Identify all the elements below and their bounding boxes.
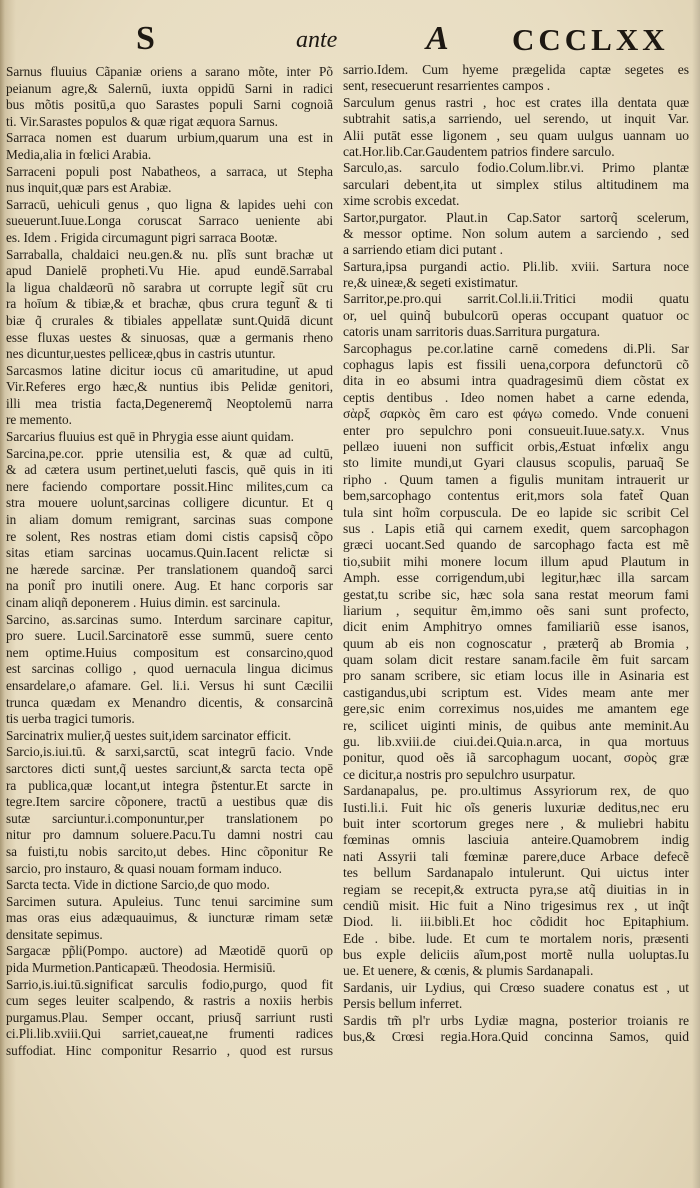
running-head-letter-left: S	[136, 20, 155, 57]
text-line: sarctores dicti sunt,q̃ uestes sarciunt,& sarcta tecta opē	[6, 760, 333, 776]
text-line: in aliam domum remigrant, sarcinas suas compone	[6, 512, 333, 528]
text-line: pro sanam scribere, sic etiam locus ille in Asinaria est	[343, 668, 689, 684]
text-line: bus,& Crœsi regia.Hora.Quid concinna Samos, quid	[343, 1029, 689, 1045]
text-line: sitas etiam sarcinas uocamus.Quin.Iacent relictæ si	[6, 545, 333, 561]
text-line: ra hoīum & tibiæ,& et brachæ, qbus crura tegunt̃ & ti	[6, 296, 333, 312]
text-line: Persis bellum inferret.	[343, 996, 463, 1012]
text-line: ce dicitur,a nostris pro sepulchro usurpatur.	[343, 766, 576, 782]
running-head-letter-right: A	[426, 20, 449, 57]
text-line: Sarcarius fluuius est quē in Phrygia esse aiunt quidam.	[6, 429, 294, 445]
text-line: Sarraca nomen est duarum urbium,quarum una est in	[6, 130, 333, 146]
text-line: fœminas omnis lasciuia anteire.Quamobrem indig	[343, 832, 689, 848]
text-line: dita in eo absumi intra quadragesimū diem cõstat ex	[343, 373, 689, 389]
text-line: regiam se recepit,& extructa pyra,se atq̃ diuitias in in	[343, 881, 689, 897]
text-line: biæ q̃ crurales & tibiales appellatæ sunt.Quidā dicunt	[6, 312, 333, 328]
text-line: gestat,tu scribe sic, hæc sola sana restat meorum fami	[343, 586, 689, 602]
text-line: Amph. esse corrigendum,ubi legitur,hæc illa sarcam	[343, 570, 689, 586]
text-line: gere,sic enim correximus nos,uides me amantem ege	[343, 701, 689, 717]
text-line: esse fluxas uestes & sinuosas, quæ a germanis rheno	[6, 329, 333, 345]
text-line: cinam aliqñ deponerem . Huius dimin. est sarcinula.	[6, 595, 281, 610]
text-line: Sardis tm̃ pl'r urbs Lydiæ magna, posterior troianis re	[343, 1012, 689, 1028]
text-line: buit inter scortorum greges nere , & muliebri habitu	[343, 815, 689, 831]
text-line: sto limite mundi,ut Gyari clausus scopulis, paruaq̃ Se	[343, 455, 689, 471]
text-line: re,& uineæ,& segeti existimatur.	[343, 275, 519, 291]
text-line: ensardelare,o afamare. Gel. li.i. Versus hi sunt Cæcilii	[6, 677, 333, 693]
text-line: Sarcio,is.iui.tū. & sarxi,sarctū, scat integrū facio. Vnde	[6, 744, 333, 760]
text-line: tio,subiit mihi monere locum illum apud Plautum in	[343, 553, 689, 569]
text-line: Sarcimen sutura. Apuleius. Tunc tenui sarcimine sum	[6, 893, 333, 909]
text-line: tis uerba tragici tumoris.	[6, 711, 135, 727]
text-line: & ad cætera usum pertinet,ueluti fascis, quē quis in iti	[6, 462, 333, 478]
text-line: Sarcino, as.sarcinas sumo. Interdum sarcinare capitur,	[6, 611, 333, 627]
text-line: apud Danielē propheti.Vu Hie. apud eundē.Sarrabal	[6, 263, 333, 279]
text-line: trunca quædam ex Menandro dicentis, & consarcinã	[6, 694, 333, 710]
text-line: purgamus.Plau. Semper occant, priusq̃ sarriunt rusti	[6, 1009, 333, 1025]
text-line: quam solam dicit restare sanam.facile ẽm fuit sarcam	[343, 652, 689, 668]
text-line: Vir.Referes ergo hæc,& nuntius ibis Pelidæ genitori,	[6, 379, 333, 395]
left-column	[6, 64, 334, 1064]
folio-number: CCCLXX	[512, 22, 669, 57]
text-line: tegre.Item sarcire cõponere, tractū a uestibus quæ dis	[6, 794, 333, 810]
text-line: Sardanis, uir Lydius, qui Crœso suadere conatus est , ut	[343, 979, 689, 995]
text-line: nitur pro damnum soluere.Pacu.Tu damni nostri cau	[6, 827, 333, 843]
text-line: sus . Lapis etiã qui carnem exedit, quem sarcophagon	[343, 520, 689, 536]
text-line: Sartura,ipsa purgandi actio. Pli.lib. xviii. Sartura noce	[343, 258, 689, 274]
text-line: Media,alia in fœlici Arabia.	[6, 146, 152, 162]
text-line: Sarraceni populi post Nabatheos, a sarraca, ut Stepha	[6, 163, 333, 179]
text-line: quum ab eis non cognoscatur , præterq̃ ab Bromia ,	[343, 635, 689, 651]
text-line: ponitur, quod oẽs iã sarcophagum uocant, σορὸς græ	[343, 750, 689, 766]
text-line: ue. Et uenere, & cœnis, & plumis Sardanapali.	[343, 963, 594, 979]
text-line: sa fuisti,tu nobis sarcito,ut debes. Hinc cõponitur Re	[6, 843, 333, 859]
text-line: peianum agre,& Salernū, iuxta oppidū Sarni in radici	[6, 80, 333, 96]
text-line: a sarriendo etiam dici putant .	[343, 242, 504, 258]
text-line: Sargacæ pp̃li(Pompo. auctore) ad Mæotidē quorū op	[6, 943, 333, 959]
text-line: cendiũ misit. Hic fuit a Nino trigesimus rex , ut inq̃t	[343, 897, 689, 913]
text-line: nati Assyrii tali fœminæ parere,duce Arbace defecẽ	[343, 848, 689, 864]
text-line: Sarcasmos latine dicitur iocus cū amaritudine, ut apud	[6, 362, 333, 378]
text-line: Sarcina,pe.cor. pprie utensilia est, & quæ ad cultū,	[6, 445, 333, 461]
text-line: tes bellum Sardanapalo intulerunt. Qui uictus inter	[343, 865, 689, 881]
running-head-word: ante	[296, 27, 338, 53]
text-line: nus inquit,quæ pars est Arabiæ.	[6, 180, 172, 196]
text-line: re, scilicet uiginti minis, de quibus ante meminit.Au	[343, 717, 689, 733]
text-line: dicit enim Amphitryo omnes familiariũ esse isanos,	[343, 619, 689, 635]
text-line: nere faciendo comportare possit.Hinc milites,cum ca	[6, 478, 333, 494]
text-line: sueuerunt.Iuue.Longa coruscat Sarraco ueniente abi	[6, 213, 333, 229]
text-line: la ligua chaldæorū nõ sarabra ut corrupte legit̃ sūt cru	[6, 279, 333, 295]
text-line: sarrio.Idem. Cum hyeme prægelida captæ segetes es	[343, 62, 689, 77]
text-line: Sarracū, uehiculi genus , quo ligna & lapides uehi con	[6, 196, 333, 212]
text-line: græci uocant.Sed quando de sarcophago facta est mẽ	[343, 537, 689, 553]
text-line: catoris unam sarritoris duas.Sarritura purgatura.	[343, 324, 601, 340]
text-line: cophagus lapis est fissili uena,corpora defunctorū cõ	[343, 357, 689, 373]
text-line: densitate sepimus.	[6, 926, 103, 942]
text-line: σὰρξ σαρκὸς ẽm caro est φάγω comedo. Vnde conueni	[343, 406, 689, 422]
text-line: mas oras eius adæquauimus, & iuncturæ rimam setæ	[6, 910, 333, 926]
text-line: bus mõtis positū,a quo Sarastes populi Sarni cognoiã	[6, 97, 333, 113]
text-line: & messor optime. Non solum autem a sarciendo , sed	[343, 225, 689, 241]
text-line: Sarcinatrix mulier,q̃ uestes suit,idem sarcinator efficit.	[6, 727, 292, 743]
text-line: or, uel quinq̃ bubulcorū operas occupant quatuor oc	[343, 307, 689, 323]
text-line: tula sint hoĩm corpuscula. De eo lapide sic scribit Cel	[343, 504, 689, 520]
text-line: est sarcinas colligo , quod uernacula lingua dicimus	[6, 661, 333, 677]
text-line: nem optime.Huius compositum est consarcino,quod	[6, 644, 333, 660]
text-line: re memento.	[6, 412, 72, 428]
text-line: es. Idem . Frigida circumagunt pigri sarraca Bootæ.	[6, 229, 278, 245]
text-line: ceptis dentibus . Ideo nomen habet a carne edenda,	[343, 389, 689, 405]
text-line: ti. Vir.Sarastes populos & quæ rigat æquora Sarnus.	[6, 113, 278, 129]
text-line: liarium , sequitur ẽm,immo oẽs sani sunt profecto,	[343, 602, 689, 618]
text-line: pida Murmetion.Panticapæū. Theodosia. Hermisiū.	[6, 960, 276, 976]
right-column	[343, 62, 690, 1062]
text-line: Diod. li. iii.bibli.Et hoc cõdidit hoc Epitaphium.	[343, 914, 689, 930]
text-line: Alii putāt esse ligonem , seu quam uulgus uannam uo	[343, 127, 689, 143]
text-line: sutæ sarciuntur.i.componuntur,per translationem po	[6, 810, 333, 826]
text-line: pellæo iuueni non sufficit orbis,Æstuat infœlix angu	[343, 438, 689, 454]
text-line: cat.Hor.lib.Car.Gaudentem patrios findere sarculo.	[343, 143, 615, 159]
text-line: sent, resecuerunt resarrientes campos .	[343, 78, 551, 94]
text-line: enter pro sepulchro poni consueuit.Iuue.saty.x. Vnus	[343, 422, 689, 438]
text-line: bem,sarcophago contentus erit,mors sola fatet̃ Quan	[343, 488, 689, 504]
text-line: sarculari debent,ita ut simplex stilus altitudinem ma	[343, 176, 689, 192]
text-line: ripho . Quum tamen a figulis munitam intrauerit ur	[343, 471, 689, 487]
text-line: ra publica,quæ locant,ut integra p̃stentur.Et sarcte in	[6, 777, 333, 793]
text-line: ci.Pli.lib.xviii.Qui sarriet,caueat,ne frumenti radices	[6, 1026, 333, 1042]
text-line: re solent, Res nostras etiam domi cistis capsisq̃ cõpo	[6, 528, 333, 544]
text-line: Sarcta tecta. Vide in dictione Sarcio,de quo modo.	[6, 877, 270, 893]
text-line: ne hærede sarcinæ. Per translationem quandoq̃ sarci	[6, 561, 333, 577]
text-line: subtrahit satis,a sarriendo, uel serendo, ut inquit Var.	[343, 111, 689, 127]
text-line: suffodiat. Hinc componitur Resarrio , quod est rursus	[6, 1043, 333, 1059]
text-line: Sarculum genus rastri , hoc est crates illa dentata quæ	[343, 94, 689, 110]
text-line: illi mea tristia facta,Degeneremq̃ Neoptolemū narra	[6, 395, 333, 411]
text-line: pro suere. Lucil.Sarcinatorē esse summū, suere cento	[6, 628, 333, 644]
text-line: na ponit̃ pro inutili onere. Aug. Et hanc corporis sar	[6, 578, 333, 594]
text-line: Iusti.li.i. Fuit hic oĩs generis luxuriæ deditus,nec eru	[343, 799, 689, 815]
text-line: Ede . bibe. lude. Et cum te mortalem noris, præsenti	[343, 930, 689, 946]
text-line: castigandus,ubi scriptum est. Vides meam ante mer	[343, 684, 689, 700]
text-line: cum seges leuiter scalpendo, & rastris a noxiis herbis	[6, 993, 333, 1009]
text-line: Sardanapalus, pe. pro.ultimus Assyriorum rex, de quo	[343, 783, 689, 799]
text-line: Sartor,purgator. Plaut.in Cap.Sator sartorq̃ scelerum,	[343, 209, 689, 225]
text-line: Sarcophagus pe.cor.latine carnē comedens di.Pli. Sar	[343, 340, 689, 356]
text-line: bus exple deliciis aĩum,post mortẽ nulla uoluptas.Iu	[343, 947, 689, 963]
text-line: nes dicuntur,uestes pelliceæ,qbus in castris utuntur.	[6, 346, 276, 362]
text-line: Sarritor,pe.pro.qui sarrit.Col.li.ii.Tritici modii quatu	[343, 291, 689, 307]
text-line: gu. lib.xviii.de ciui.dei.Quia.n.arca, in qua mortuus	[343, 734, 689, 750]
text-line: Sarculo,as. sarculo fodio.Colum.libr.vi. Primo plantæ	[343, 160, 689, 176]
text-line: Sarrio,is.iui.tū.significat sarculis fodio,purgo, quod fit	[6, 976, 333, 992]
text-line: xime scrobis excedat.	[343, 193, 460, 209]
text-line: stra mouere uolunt,sarcinas colligere dicuntur. Et q	[6, 495, 333, 511]
text-line: sarcio, pro instauro, & quasi nouam formam induco.	[6, 860, 282, 876]
text-line: Sarraballa, chaldaici neu.gen.& nu. plĩs sunt brachæ ut	[6, 246, 333, 262]
text-line: Sarnus fluuius Cãpaniæ oriens a sarano mõte, inter Põ	[6, 64, 333, 79]
